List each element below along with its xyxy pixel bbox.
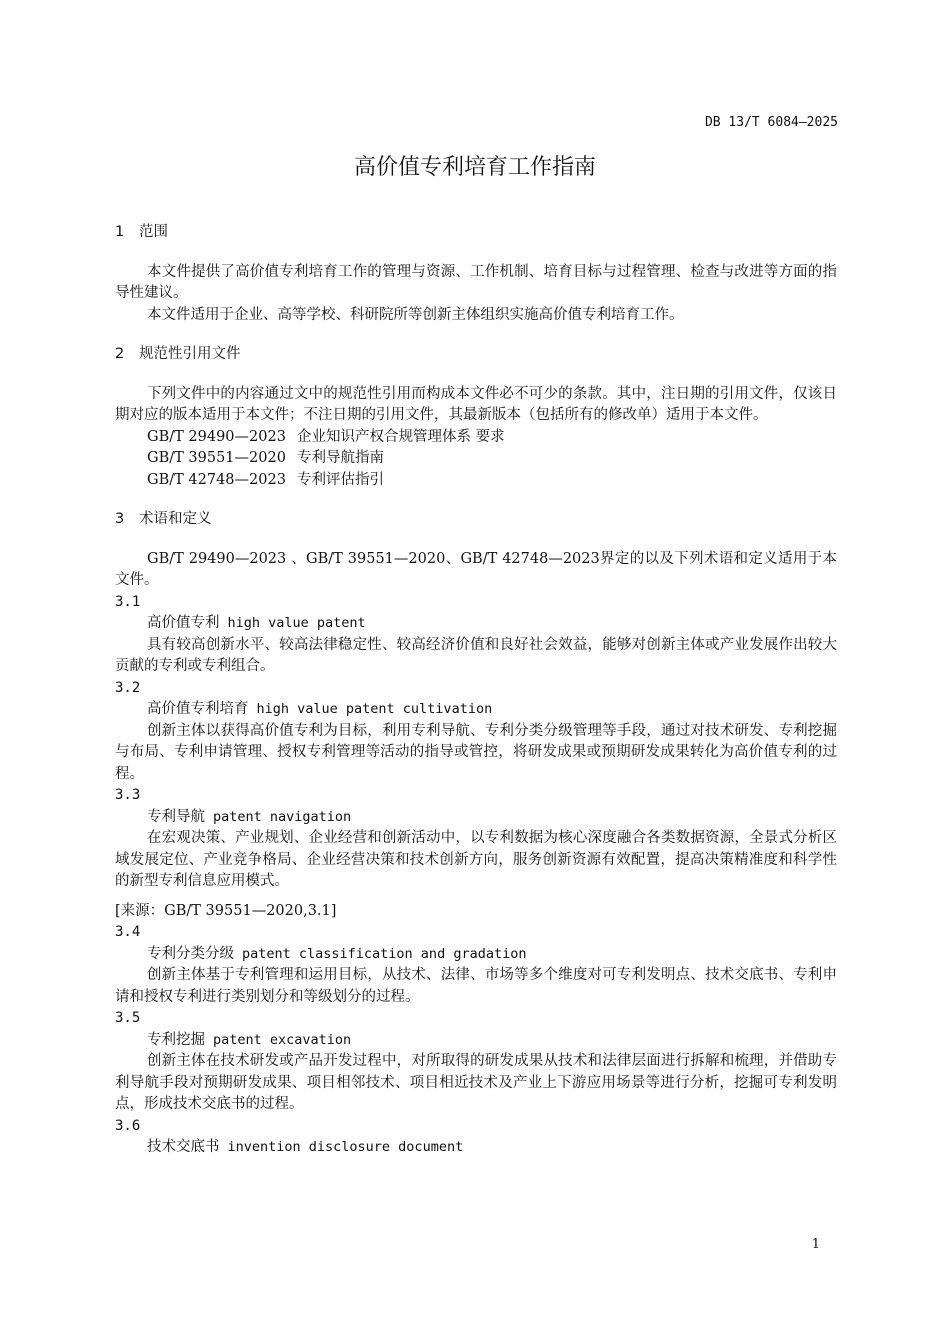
reference-name: 专利导航指南 bbox=[297, 450, 384, 466]
section-heading bbox=[115, 509, 837, 531]
section-heading bbox=[115, 222, 837, 244]
page-number: 1 bbox=[811, 1237, 820, 1252]
paragraph: 本文件适用于企业、高等学校、科研院所等创新主体组织实施高价值专利培育工作。 bbox=[147, 306, 684, 323]
section-normative-references bbox=[115, 344, 837, 491]
term-entry bbox=[115, 1008, 837, 1116]
reference-code: GB/T 42748—2023 bbox=[147, 471, 286, 488]
term-source: [来源：GB/T 39551—2020,3.1] bbox=[115, 902, 337, 919]
term-name bbox=[115, 807, 837, 829]
term-name bbox=[115, 1137, 837, 1159]
reference-code: GB/T 29490—2023 bbox=[147, 428, 286, 445]
term-name-zh: 技术交底书 bbox=[147, 1139, 220, 1155]
term-name-en: invention disclosure document bbox=[227, 1139, 464, 1155]
term-definition: 创新主体以获得高价值专利为目标，利用专利导航、专利分类分级管理等手段，通过对技术研发、专利挖掘与布局、专利申请管理、授权专利管理等活动的指导或管控，将研发成果或预期研发成果转化为高价值专利的过程。 bbox=[115, 722, 837, 782]
paragraph: 本文件提供了高价值专利培育工作的管理与资源、工作机制、培育目标与过程管理、检查与改进等方面的指导性建议。 bbox=[115, 263, 837, 301]
term-definition: 创新主体在技术研发或产品开发过程中，对所取得的研发成果从技术和法律层面进行拆解和梳理，并借助专利导航手段对预期研发成果、项目相邻技术、项目相近技术及产业上下游应用场景等进行分析，挖掘可专利发明点，形成技术交底书的过程。 bbox=[115, 1053, 837, 1112]
paragraph: GB/T 29490—2023 、GB/T 39551—2020、GB/T 42748—2023界定的以及下列术语和定义适用于本文件。 bbox=[115, 550, 837, 588]
term-name-en: high value patent cultivation bbox=[256, 701, 493, 717]
section-heading bbox=[115, 344, 837, 366]
term-number: 3.5 bbox=[115, 1010, 141, 1026]
document-body bbox=[115, 222, 837, 1159]
term-entry bbox=[115, 592, 837, 678]
section-title: 范围 bbox=[139, 224, 168, 240]
term-name bbox=[115, 944, 837, 966]
term-name-zh: 高价值专利 bbox=[147, 615, 220, 631]
term-name bbox=[115, 699, 837, 721]
reference-item bbox=[115, 470, 837, 492]
term-number: 3.4 bbox=[115, 924, 141, 940]
section-scope bbox=[115, 222, 837, 326]
term-name-zh: 专利分类分级 bbox=[147, 945, 234, 962]
term-entry bbox=[115, 922, 837, 1008]
section-title: 术语和定义 bbox=[139, 511, 212, 527]
reference-name: 企业知识产权合规管理体系 要求 bbox=[297, 428, 505, 445]
section-number: 3 bbox=[115, 511, 125, 527]
term-name-en: patent navigation bbox=[213, 808, 352, 825]
term-entry bbox=[115, 785, 837, 922]
paragraph: 下列文件中的内容通过文中的规范性引用而构成本文件必不可少的条款。其中，注日期的引用文件，仅该日期对应的版本适用于本文件；不注日期的引用文件，其最新版本（包括所有的修改单）适用于本文件。 bbox=[115, 385, 837, 423]
document-title: 高价值专利培育工作指南 bbox=[353, 155, 596, 180]
term-name bbox=[115, 613, 837, 635]
term-name-en: high value patent bbox=[227, 615, 366, 631]
standard-code: DB 13/T 6084—2025 bbox=[704, 115, 838, 130]
term-number: 3.1 bbox=[115, 593, 141, 610]
term-number: 3.3 bbox=[115, 787, 141, 803]
term-name-en: patent excavation bbox=[213, 1031, 352, 1048]
term-definition: 在宏观决策、产业规划、企业经营和创新活动中，以专利数据为核心深度融合各类数据资源，全景式分析区域发展定位、产业竞争格局、企业经营决策和技术创新方向，服务创新资源有效配置，提高决策精准度和科学性的新型专利信息应用模式。 bbox=[115, 830, 837, 889]
term-entry bbox=[115, 1116, 837, 1159]
term-entry bbox=[115, 678, 837, 786]
term-name-zh: 高价值专利培育 bbox=[147, 701, 249, 717]
term-name-zh: 专利导航 bbox=[147, 808, 205, 825]
section-terms-definitions bbox=[115, 509, 837, 1159]
term-number: 3.6 bbox=[115, 1117, 141, 1134]
term-definition: 具有较高创新水平、较高法律稳定性、较高经济价值和良好社会效益，能够对创新主体或产业发展作出较大贡献的专利或专利组合。 bbox=[115, 636, 837, 674]
reference-code: GB/T 39551—2020 bbox=[147, 450, 286, 466]
reference-name: 专利评估指引 bbox=[297, 471, 384, 488]
term-definition: 创新主体基于专利管理和运用目标，从技术、法律、市场等多个维度对可专利发明点、技术交底书、专利申请和授权专利进行类别划分和等级划分的过程。 bbox=[115, 967, 837, 1005]
reference-item bbox=[115, 448, 837, 470]
term-name bbox=[115, 1030, 837, 1052]
term-number: 3.2 bbox=[115, 679, 141, 696]
term-name-en: patent classification and gradation bbox=[242, 945, 527, 962]
section-number: 2 bbox=[115, 346, 125, 362]
section-title: 规范性引用文件 bbox=[139, 346, 241, 362]
section-number: 1 bbox=[115, 224, 125, 240]
reference-item bbox=[115, 427, 837, 449]
term-name-zh: 专利挖掘 bbox=[147, 1031, 205, 1048]
